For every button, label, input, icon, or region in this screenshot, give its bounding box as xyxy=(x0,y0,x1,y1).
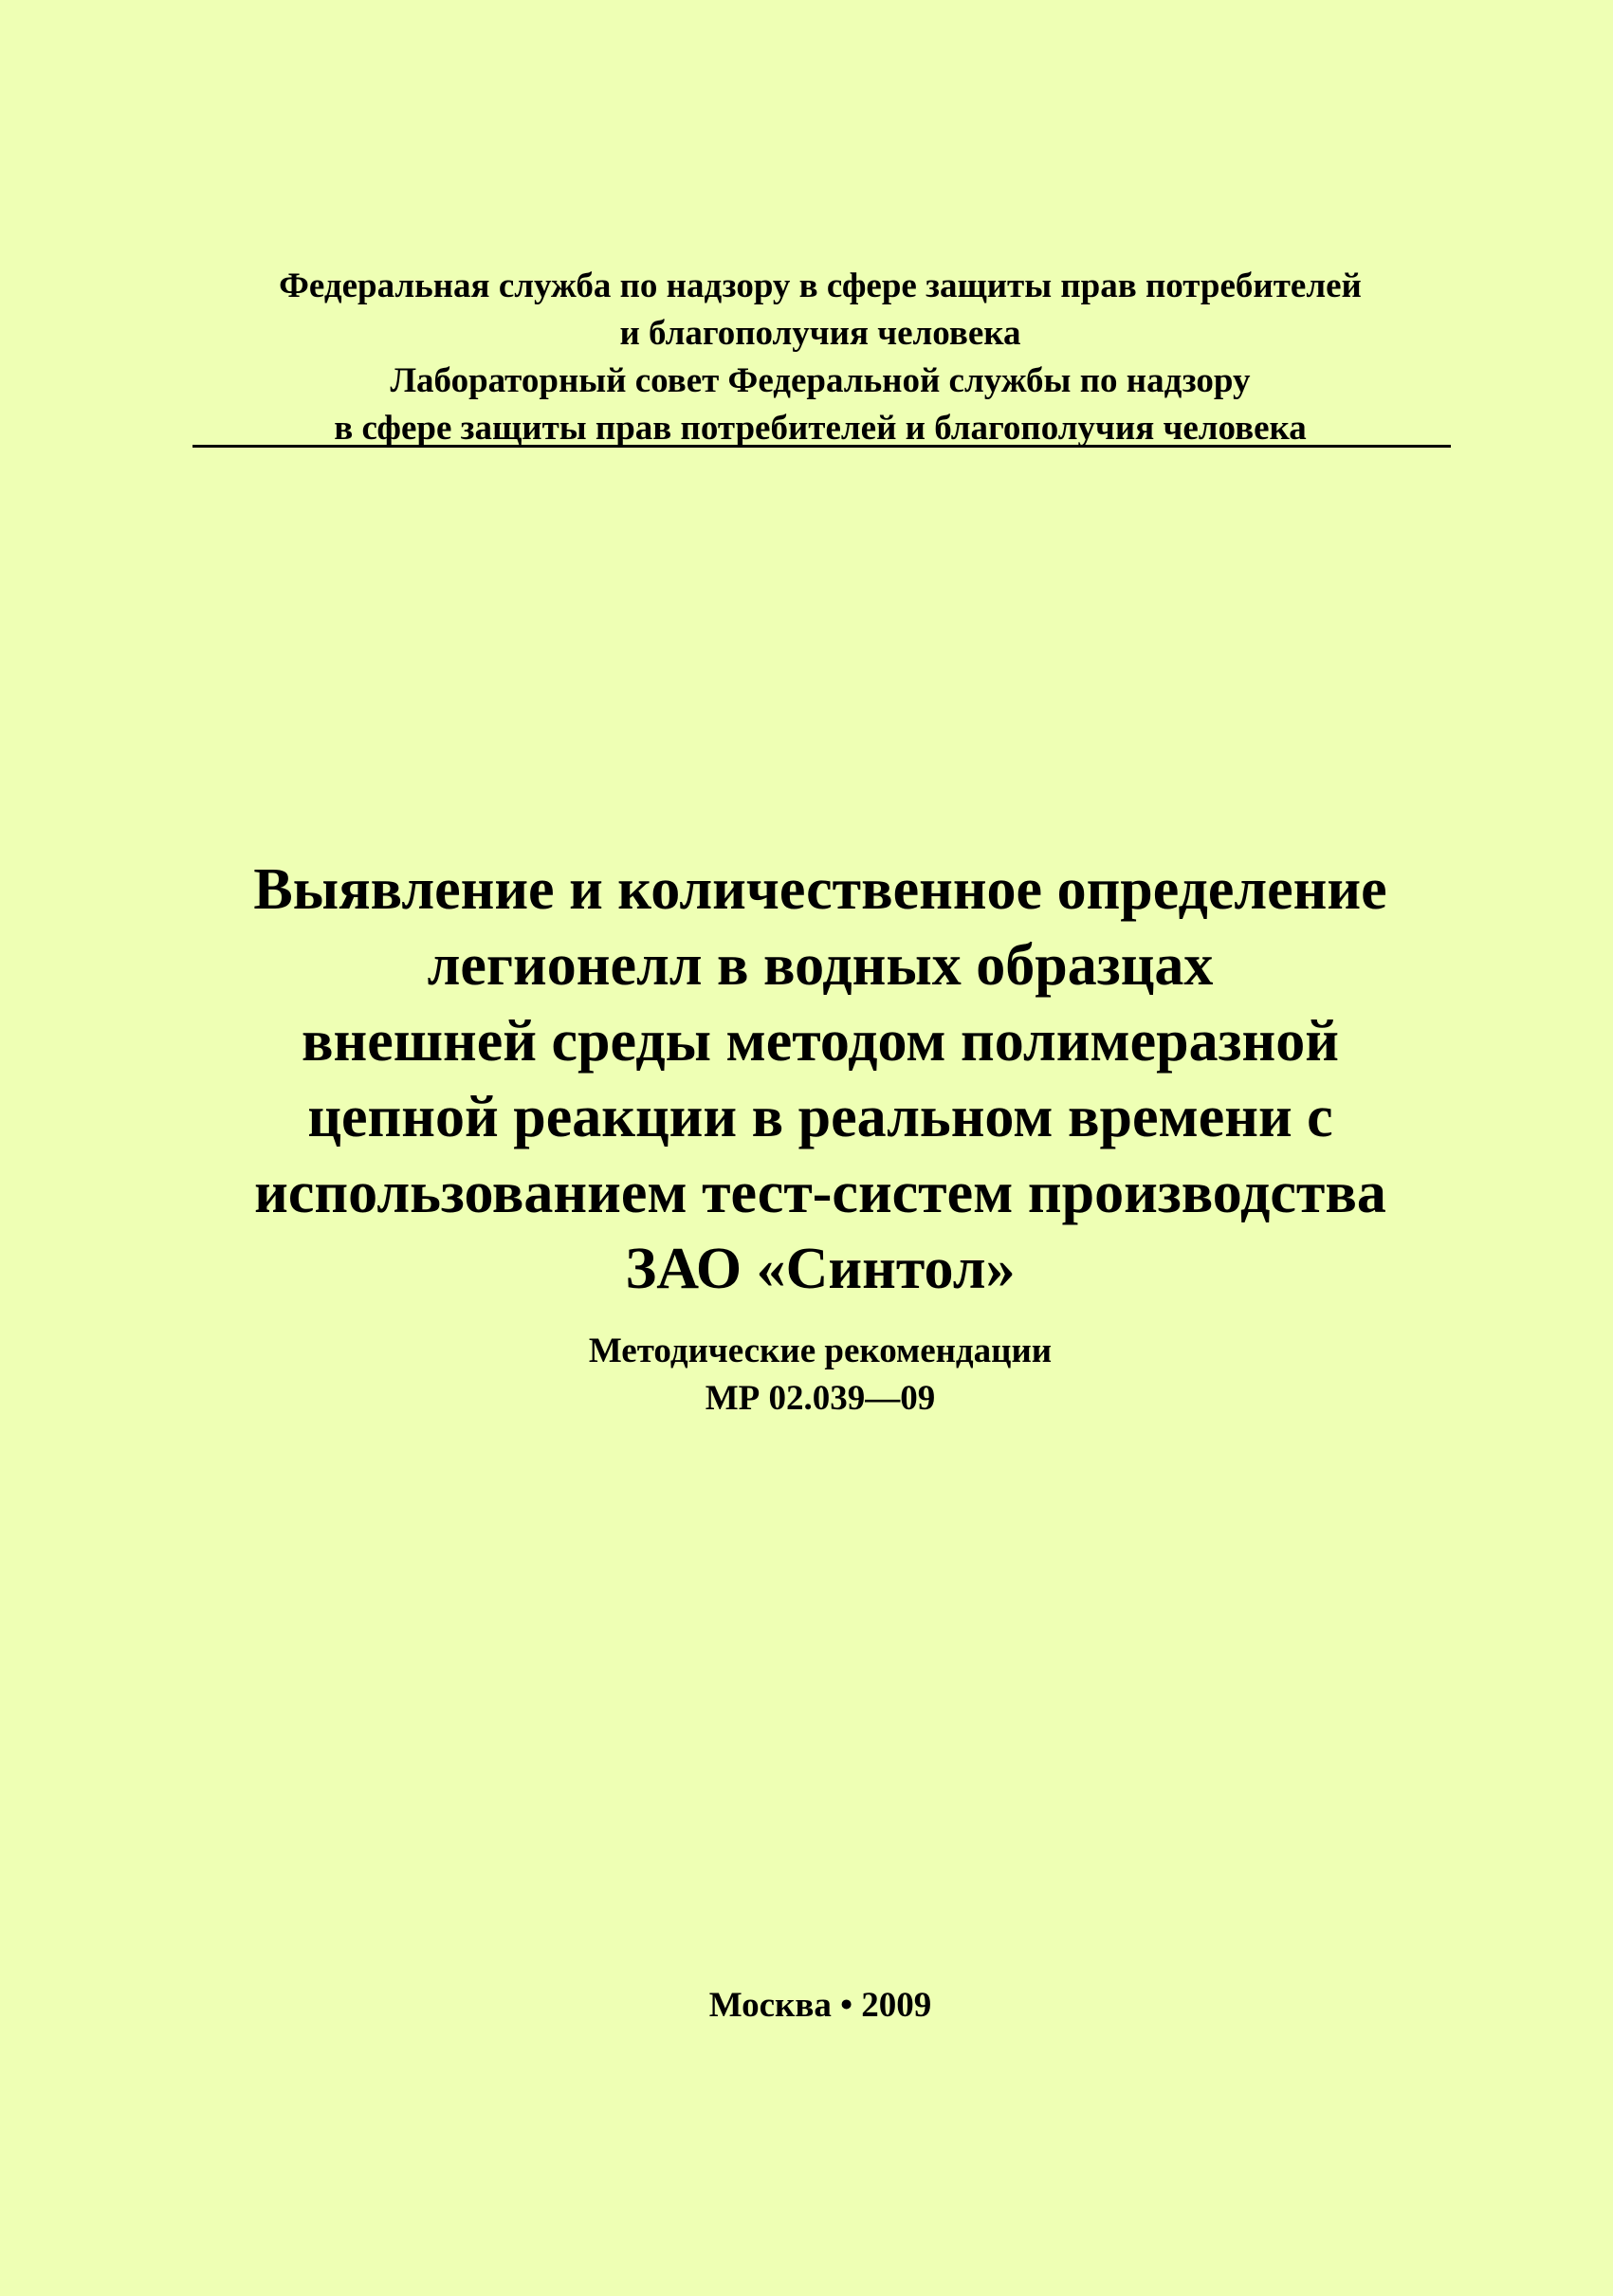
organization-line-4: в сфере защиты прав потребителей и благополучия человека xyxy=(334,409,1307,448)
organization-line-2: и благополучия человека xyxy=(619,314,1021,353)
title-line-5: использованием тест-систем производства xyxy=(254,1161,1386,1225)
title-line-2: легионелл в водных образцах xyxy=(427,933,1214,998)
title-line-6: ЗАО «Синтол» xyxy=(625,1237,1016,1301)
header-divider xyxy=(192,445,1451,448)
organization-line-1: Федеральная служба по надзору в сфере защиты прав потребителей xyxy=(279,266,1362,305)
title-line-3: внешней среды методом полимеразной xyxy=(301,1009,1340,1074)
imprint-place-year: Москва • 2009 xyxy=(708,1986,932,2025)
document-title xyxy=(142,852,1498,1307)
document-type-label: Методические рекомендации xyxy=(588,1332,1053,1370)
title-line-4: цепной реакции в реальном времени с xyxy=(307,1085,1333,1149)
document-number: МР 02.039—09 xyxy=(705,1379,936,1418)
document-type-block xyxy=(284,1328,1356,1423)
issuing-organization-header xyxy=(190,263,1451,452)
organization-line-3: Лабораторный совет Федеральной службы по надзору xyxy=(390,361,1251,400)
title-line-1: Выявление и количественное определение xyxy=(253,857,1387,922)
